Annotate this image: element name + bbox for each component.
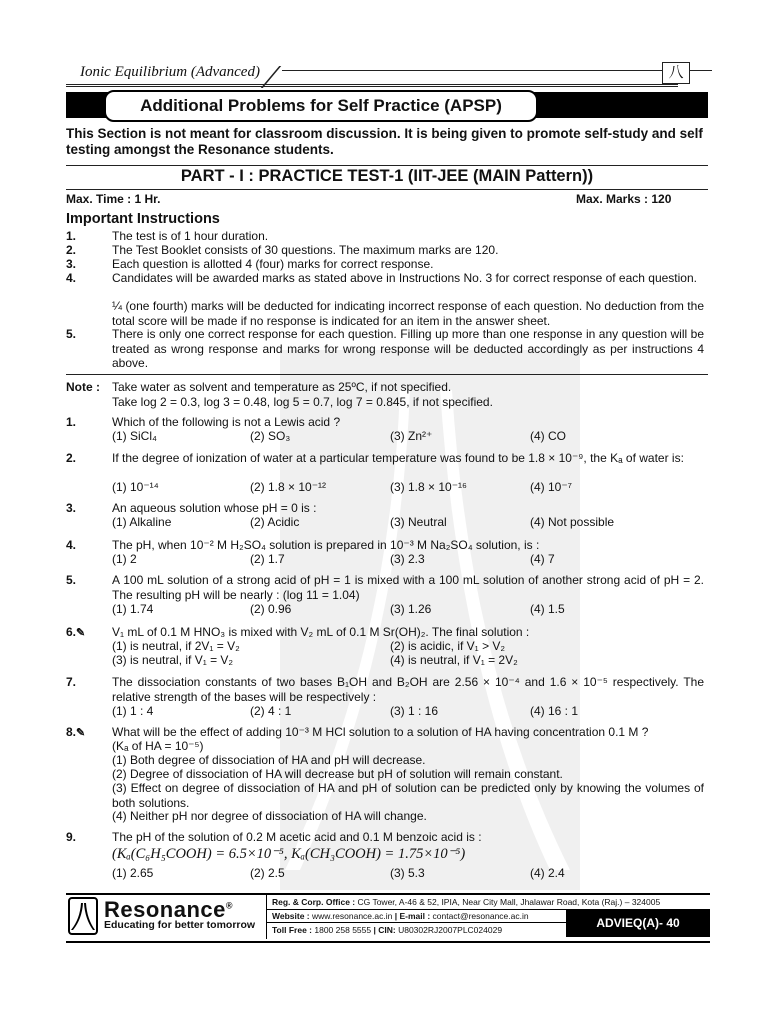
note-label: Note : (66, 380, 100, 394)
option: (2) Acidic (250, 515, 300, 529)
question-text: The pH, when 10⁻² M H₂SO₄ solution is prepared in 10⁻³ M Na₂SO₄ solution, is : (112, 538, 540, 552)
question-number: 9. (66, 830, 77, 844)
option: (3) 1.8 × 10⁻¹⁶ (390, 480, 467, 494)
office-address (272, 897, 660, 907)
header-rule-top (282, 70, 662, 71)
option: (3) 5.3 (390, 866, 425, 880)
option: (1) SiCl₄ (112, 429, 157, 443)
option: (1) 1 : 4 (112, 704, 154, 718)
question-number: 7. (66, 675, 77, 689)
option: (1) 2 (112, 552, 137, 566)
website-link[interactable]: www.resonance.ac.in (312, 911, 393, 921)
option: (4) is neutral, if V₁ = 2V₂ (390, 653, 518, 667)
question-number (66, 625, 85, 639)
option: (2) 4 : 1 (250, 704, 292, 718)
option: (3) is neutral, if V₁ = V₂ (112, 653, 234, 667)
option: (4) 2.4 (530, 866, 565, 880)
brand-name-text: Resonance (104, 897, 226, 922)
instruction-text: There is only one correct response for each question. Filling up more than one response in any question will be treated as wrong response and marks for wrong response will be deducted accordingly as per instructions 4 above. (112, 327, 704, 371)
question-number: 1. (66, 415, 77, 429)
question-text: If the degree of ionization of water at a particular temperature was found to be 1.8 × 10⁻⁹, the Kₐ of water is: (112, 451, 684, 465)
option: (4) CO (530, 429, 566, 443)
question-text: The pH of the solution of 0.2 M acetic acid and 0.1 M benzoic acid is : (112, 830, 482, 844)
footer-divider (266, 922, 566, 923)
part-title: PART - I : PRACTICE TEST-1 (IIT-JEE (MAIN Pattern)) (180, 167, 594, 185)
option: (2) 1.8 × 10⁻¹² (250, 480, 327, 494)
note-line: Take log 2 = 0.3, log 3 = 0.48, log 5 = 0.7, log 7 = 0.845, if not specified. (112, 395, 493, 409)
equation: (Kₐ(C₆H₅COOH) = 6.5×10⁻⁵, Kₐ(CH₃COOH) = 1.75×10⁻⁵) (112, 846, 466, 862)
question-number: 4. (66, 538, 77, 552)
option: (4) Neither pH nor degree of dissociation of HA will change. (112, 809, 427, 823)
tollfree-value: 1800 258 5555 (314, 925, 372, 935)
option: (4) Not possible (530, 515, 615, 529)
instruction-number: 5. (66, 327, 77, 341)
option: (3) 1.26 (390, 602, 432, 616)
option: (1) is neutral, if 2V₁ = V₂ (112, 639, 240, 653)
option: (2) Degree of dissociation of HA will decrease but pH of solution will remain constant. (112, 767, 563, 781)
instruction-text: The test is of 1 hour duration. (112, 229, 269, 243)
cin-label: | CIN: (373, 925, 396, 935)
option: (4) 7 (530, 552, 555, 566)
question-text: Which of the following is not a Lewis acid ? (112, 415, 341, 429)
question-text: A 100 mL solution of a strong acid of pH = 1 is mixed with a 100 mL solution of another strong acid of pH = 2. The resulting pH will be nearly : (log 11 = 1.04) (112, 573, 704, 602)
option: (1) 2.65 (112, 866, 154, 880)
option: (2) SO₃ (250, 429, 291, 443)
question-text: The dissociation constants of two bases B₁OH and B₂OH are 2.56 × 10⁻⁴ and 1.6 × 10⁻⁵ respectively. The relative strength of the bases will be respectively : (112, 675, 704, 704)
registered-mark: ® (225, 900, 234, 911)
question-number: 3. (66, 501, 77, 515)
question-subtext: (Kₐ of HA = 10⁻⁵) (112, 739, 204, 753)
tollfree-line (272, 925, 502, 935)
instruction-number: 4. (66, 271, 77, 285)
email-link[interactable]: contact@resonance.ac.in (432, 911, 529, 921)
resonance-logo-icon (68, 897, 98, 935)
brand-tagline: Educating for better tomorrow (104, 919, 256, 931)
divider (66, 189, 708, 190)
pencil-icon: ✎ (76, 727, 86, 739)
page-code: ADVIEQ(A)- 40 (566, 910, 710, 937)
header-rule (66, 84, 678, 87)
instruction-number: 1. (66, 229, 77, 243)
instruction-text: ¼ (one fourth) marks will be deducted for indicating incorrect response of each question. No deduction from the total score will be made if no response is indicated for an item in the answer sheet. (112, 299, 704, 328)
option: (1) Both degree of dissociation of HA and pH will decrease. (112, 753, 426, 767)
question-number (66, 725, 85, 739)
divider (66, 374, 708, 375)
note-line: Take water as solvent and temperature as 25ºC, if not specified. (112, 380, 452, 394)
instruction-text: The Test Booklet consists of 30 questions. The maximum marks are 120. (112, 243, 499, 257)
option: (3) 1 : 16 (390, 704, 439, 718)
question-number: 2. (66, 451, 77, 465)
intro-text: This Section is not meant for classroom discussion. It is being given to promote self-study and self testing amongst the Resonance students. (66, 126, 703, 157)
header-logo-icon: 八 (662, 62, 690, 84)
option: (4) 16 : 1 (530, 704, 579, 718)
question-number-text: 6. (66, 625, 77, 639)
option: (3) Neutral (390, 515, 447, 529)
header-rule-tail (690, 70, 712, 71)
option: (1) Alkaline (112, 515, 172, 529)
option: (3) Effect on degree of dissociation of HA and pH of solution can be predicted only by knowing the volumes of both solutions. (112, 781, 704, 810)
cin-value: U80302RJ2007PLC024029 (398, 925, 503, 935)
section-title: Additional Problems for Self Practice (APSP) (104, 90, 538, 122)
max-time: Max. Time : 1 Hr. (66, 192, 161, 206)
question-text: An aqueous solution whose pH = 0 is : (112, 501, 317, 515)
instruction-text: Candidates will be awarded marks as stated above in Instructions No. 3 for correct response of each question. (112, 271, 697, 285)
option: (4) 1.5 (530, 602, 565, 616)
option: (4) 10⁻⁷ (530, 480, 573, 494)
chapter-title: Ionic Equilibrium (Advanced) (80, 64, 260, 80)
question-number: 5. (66, 573, 77, 587)
max-marks: Max. Marks : 120 (576, 192, 672, 206)
instruction-text: Each question is allotted 4 (four) marks for correct response. (112, 257, 434, 271)
option: (2) 1.7 (250, 552, 285, 566)
footer-divider (266, 895, 267, 939)
email-label: | E-mail : (394, 911, 431, 921)
office-value: CG Tower, A-46 & 52, IPIA, Near City Mall, Jhalawar Road, Kota (Raj.) – 324005 (357, 897, 661, 907)
pencil-icon: ✎ (76, 627, 86, 639)
website-label: Website : (272, 911, 310, 921)
question-text: What will be the effect of adding 10⁻³ M HCl solution to a solution of HA having concentration 0.1 M ? (112, 725, 649, 739)
option: (1) 10⁻¹⁴ (112, 480, 159, 494)
option: (1) 1.74 (112, 602, 154, 616)
option: (2) is acidic, if V₁ > V₂ (390, 639, 506, 653)
instruction-number: 3. (66, 257, 77, 271)
option: (2) 0.96 (250, 602, 292, 616)
option: (2) 2.5 (250, 866, 285, 880)
office-label: Reg. & Corp. Office : (272, 897, 356, 907)
instruction-number: 2. (66, 243, 77, 257)
tollfree-label: Toll Free : (272, 925, 312, 935)
question-text: V₁ mL of 0.1 M HNO₃ is mixed with V₂ mL of 0.1 M Sr(OH)₂. The final solution : (112, 625, 530, 639)
website-line (272, 911, 529, 921)
instructions-heading: Important Instructions (66, 211, 220, 227)
option: (3) Zn²⁺ (390, 429, 433, 443)
question-number-text: 8. (66, 725, 77, 739)
option: (3) 2.3 (390, 552, 425, 566)
